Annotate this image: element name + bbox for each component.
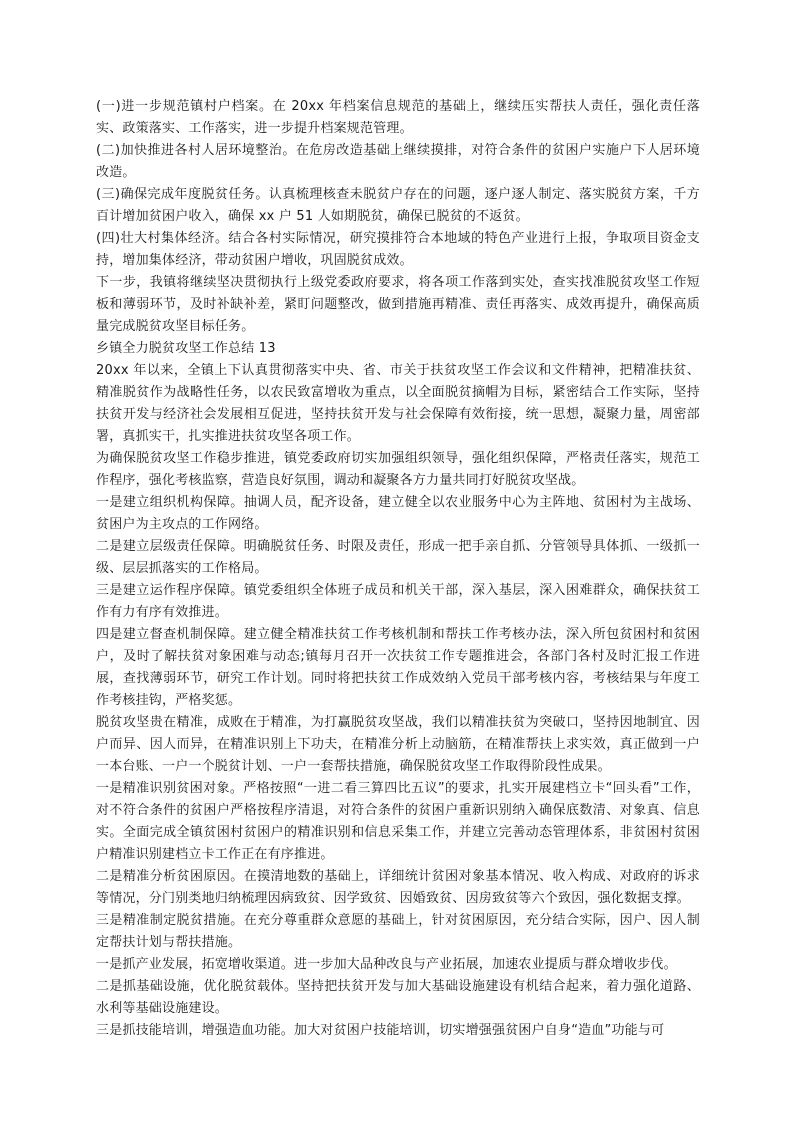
paragraph-analyze: 二是精准分析贫困原因。在摸清地数的基础上，详细统计贫困对象基本情况、收入构成、对政府的诉求等情况，分门别类地归纳梳理因病致贫、因学致贫、因婚致贫、因房致贫等六个致因，强化数据支撑。 (96, 869, 700, 906)
paragraph-living-environment: (二)加快推进各村人居环境整治。在危房改造基础上继续摸排，对符合条件的贫困户实施户下人居环境改造。 (96, 143, 700, 180)
paragraph-collective-economy: (四)壮大村集体经济。结合各村实际情况，研究摸排符合本地域的特色产业进行上报，争取项目资金支持，增加集体经济，带动贫困户增收，巩固脱贫成效。 (96, 231, 700, 268)
paragraph-precision: 脱贫攻坚贵在精准，成败在于精准，为打赢脱贫攻坚战，我们以精准扶贫为突破口，坚持因地制宜、因户而异、因人而异，在精准识别上下功夫，在精准分析上动脑筋，在精准帮扶上求实效，真正做到一户一本台账、一户一个脱贫计划、一户一套帮扶措施，确保脱贫攻坚工作取得阶段性成果。 (96, 715, 700, 774)
paragraph-procedure: 三是建立运作程序保障。镇党委组织全体班子成员和机关干部，深入基层，深入困难群众，确保扶贫工作有力有序有效推进。 (96, 583, 700, 620)
paragraph-overview: 20xx 年以来，全镇上下认真贯彻落实中央、省、市关于扶贫攻坚工作会议和文件精神，把精准扶贫、精准脱贫作为战略性任务，以农民致富增收为重点，以全面脱贫摘帽为目标，紧密结合工作实际，坚持扶贫开发与经济社会发展相互促进，坚持扶贫开发与社会保障有效衔接，统一思想，凝聚力量，周密部署，真抓实干，扎实推进扶贫攻坚各项工作。 (96, 363, 700, 444)
paragraph-org-structure: 一是建立组织机构保障。抽调人员，配齐设备，建立健全以农业服务中心为主阵地、贫困村为主战场、贫困户为主攻点的工作网络。 (96, 495, 700, 532)
paragraph-supervision: 四是建立督查机制保障。建立健全精准扶贫工作考核机制和帮扶工作考核办法，深入所包贫困村和贫困户，及时了解扶贫对象困难与动态;镇每月召开一次扶贫工作专题推进会，各部门各村及时汇报工作进展，查找薄弱环节，研究工作计划。同时将把扶贫工作成效纳入党员干部考核内容，考核结果与年度工作考核挂钩，严格奖惩。 (96, 627, 700, 708)
paragraph-responsibility: 二是建立层级责任保障。明确脱贫任务、时限及责任，形成一把手亲自抓、分管领导具体抓、一级抓一级、层层抓落实的工作格局。 (96, 539, 700, 576)
paragraph-organization: 为确保脱贫攻坚工作稳步推进，镇党委政府切实加强组织领导，强化组织保障，严格责任落实，规范工作程序，强化考核监察，营造良好氛围，调动和凝聚各方力量共同打好脱贫攻坚战。 (96, 451, 700, 488)
paragraph-infrastructure: 二是抓基础设施，优化脱贫载体。坚持把扶贫开发与加大基础设施建设有机结合起来，着力强化道路、水利等基础设施建设。 (96, 979, 700, 1016)
paragraph-improve-archives: (一)进一步规范镇村户档案。在 20xx 年档案信息规范的基础上，继续压实帮扶人责任，强化责任落实、政策落实、工作落实，进一步提升档案规范管理。 (96, 99, 700, 136)
paragraph-next-steps: 下一步，我镇将继续坚决贯彻执行上级党委政府要求，将各项工作落到实处，查实找准脱贫攻坚工作短板和薄弱环节，及时补缺补差，紧盯问题整改，做到措施再精准、责任再落实、成效再提升，确保高质量完成脱贫攻坚目标任务。 (96, 275, 700, 334)
paragraph-measures: 三是精准制定脱贫措施。在充分尊重群众意愿的基础上，针对贫困原因，充分结合实际，因户、因人制定帮扶计划与帮扶措施。 (96, 913, 700, 950)
paragraph-annual-task: (三)确保完成年度脱贫任务。认真梳理核查未脱贫户存在的问题，逐户逐人制定、落实脱贫方案，千方百计增加贫困户收入，确保 xx 户 51 人如期脱贫，确保已脱贫的不返贫。 (96, 187, 700, 224)
paragraph-industry: 一是抓产业发展，拓宽增收渠道。进一步加大品种改良与产业拓展，加速农业提质与群众增收步伐。 (96, 957, 677, 972)
document-page (96, 96, 700, 1042)
paragraph-identify: 一是精准识别贫困对象。严格按照“一进二看三算四比五议”的要求，扎实开展建档立卡“回头看”工作，对不符合条件的贫困户严格按程序清退，对符合条件的贫困户重新识别纳入确保底数清、对象真、信息实。全面完成全镇贫困村贫困户的精准识别和信息采集工作，并建立完善动态管理体系，非贫困村贫困户精准识别建档立卡工作正在有序推进。 (96, 781, 700, 862)
paragraph-training: 三是抓技能培训，增强造血功能。加大对贫困户技能培训，切实增强强贫困户自身“造血”功能与可 (96, 1023, 665, 1038)
section-heading: 乡镇全力脱贫攻坚工作总结 13 (96, 341, 276, 356)
